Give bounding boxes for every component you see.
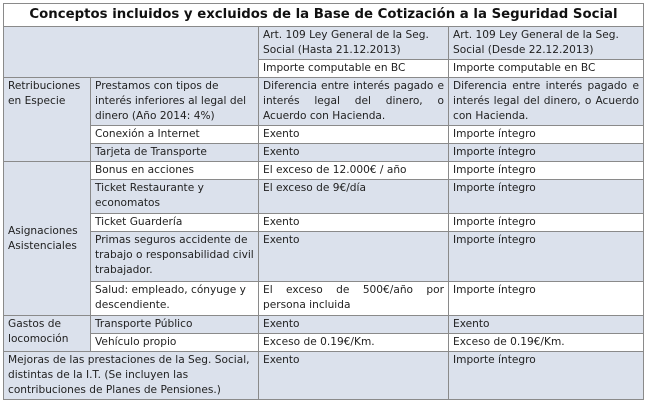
table-row — [4, 214, 644, 232]
before-cell: Exento — [259, 232, 449, 282]
after-cell: Importe íntegro — [449, 126, 644, 144]
after-cell: Exceso de 0.19€/Km. — [449, 334, 644, 352]
concept-cell: Ticket Restaurante y economatos — [91, 180, 259, 214]
table-row — [4, 352, 644, 400]
title-row — [4, 4, 644, 27]
after-cell: Importe íntegro — [449, 232, 644, 282]
table-row — [4, 282, 644, 316]
before-cell: Exento — [259, 214, 449, 232]
after-cell: Importe íntegro — [449, 282, 644, 316]
table-title: Conceptos incluidos y excluidos de la Base de Cotización a la Seguridad Social — [4, 4, 644, 27]
group-especie: Retribuciones en Especie — [4, 78, 91, 162]
header-before: Art. 109 Ley General de la Seg. Social (Hasta 21.12.2013) — [259, 27, 449, 60]
before-cell: Exento — [259, 144, 449, 162]
concept-cell: Prestamos con tipos de interés inferiores al legal del dinero (Año 2014: 4%) — [91, 78, 259, 126]
group-asistenciales: Asignaciones Asistenciales — [4, 162, 91, 316]
table-row — [4, 180, 644, 214]
concept-cell: Conexión a Internet — [91, 126, 259, 144]
after-cell: Importe íntegro — [449, 162, 644, 180]
contribution-base-table — [3, 3, 644, 400]
after-cell: Importe íntegro — [449, 144, 644, 162]
concept-cell: Primas seguros accidente de trabajo o responsabilidad civil trabajador. — [91, 232, 259, 282]
before-cell: El exceso de 12.000€ / año — [259, 162, 449, 180]
concept-cell: Bonus en acciones — [91, 162, 259, 180]
before-cell: Exento — [259, 316, 449, 334]
before-cell: El exceso de 500€/año por persona incluida — [259, 282, 449, 316]
header-row — [4, 27, 644, 60]
table-row — [4, 334, 644, 352]
concept-cell: Ticket Guardería — [91, 214, 259, 232]
before-cell: El exceso de 9€/día — [259, 180, 449, 214]
table-row — [4, 316, 644, 334]
table-row — [4, 162, 644, 180]
after-cell: Importe íntegro — [449, 352, 644, 400]
subheader-before: Importe computable en BC — [259, 60, 449, 78]
before-cell: Diferencia entre interés pagado e interés legal del dinero, o Acuerdo con Hacienda. — [259, 78, 449, 126]
group-mejoras: Mejoras de las prestaciones de la Seg. Social, distintas de la I.T. (Se incluyen las contribuciones de Planes de Pensiones.) — [4, 352, 259, 400]
after-cell: Diferencia entre interés pagado e interés legal del dinero, o Acuerdo con Hacienda. — [449, 78, 644, 126]
before-cell: Exento — [259, 126, 449, 144]
table-row — [4, 126, 644, 144]
after-cell: Importe íntegro — [449, 180, 644, 214]
table-row — [4, 78, 644, 126]
table-row — [4, 144, 644, 162]
concept-cell: Transporte Público — [91, 316, 259, 334]
after-cell: Importe íntegro — [449, 214, 644, 232]
before-cell: Exceso de 0.19€/Km. — [259, 334, 449, 352]
before-cell: Exento — [259, 352, 449, 400]
group-locomocion: Gastos de locomoción — [4, 316, 91, 352]
concept-cell: Salud: empleado, cónyuge y descendiente. — [91, 282, 259, 316]
subheader-after: Importe computable en BC — [449, 60, 644, 78]
table-row — [4, 232, 644, 282]
header-empty-cell — [4, 27, 259, 78]
concept-cell: Tarjeta de Transporte — [91, 144, 259, 162]
header-after: Art. 109 Ley General de la Seg. Social (Desde 22.12.2013) — [449, 27, 644, 60]
concept-cell: Vehículo propio — [91, 334, 259, 352]
after-cell: Exento — [449, 316, 644, 334]
